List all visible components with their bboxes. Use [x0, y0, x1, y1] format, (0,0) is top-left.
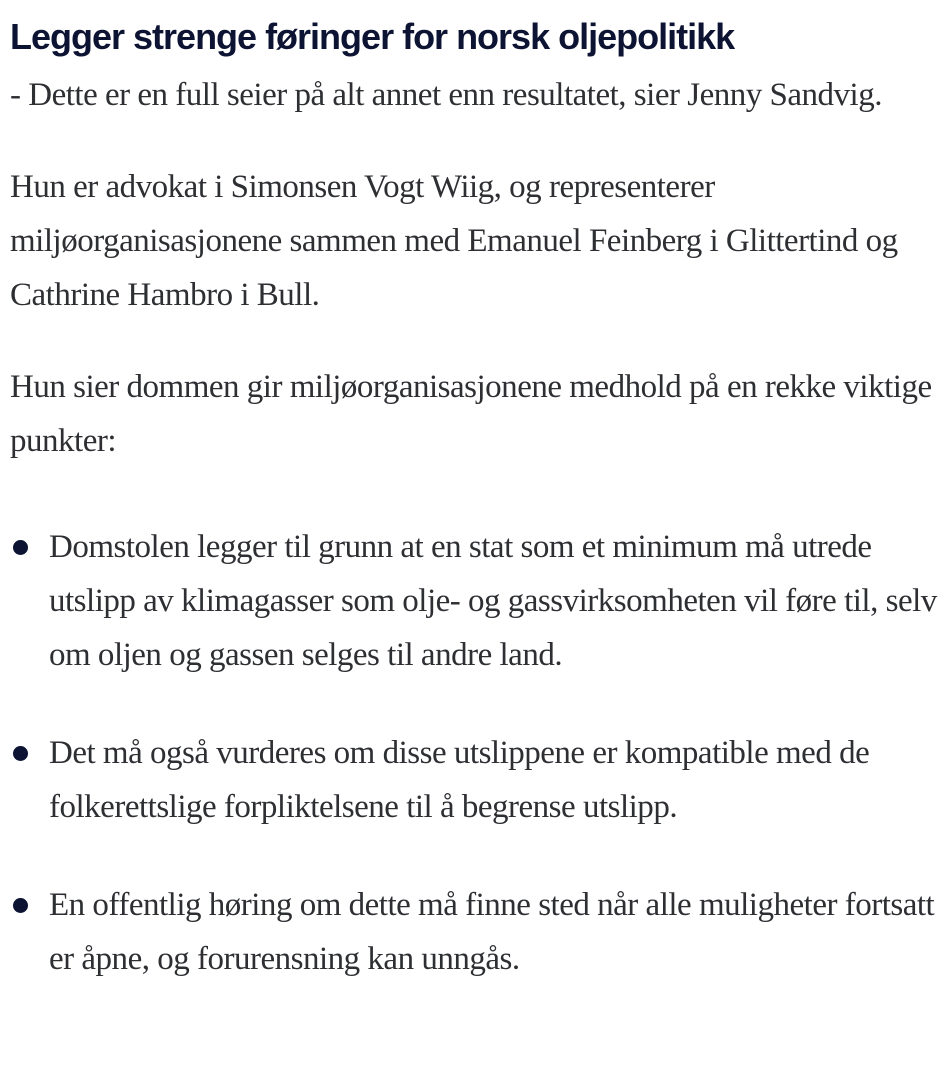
list-item	[10, 726, 946, 834]
article-bullet-list	[10, 520, 946, 986]
bullet-icon	[13, 746, 28, 761]
list-item-text: Det må også vurderes om disse utslippene er kompatible med de folkerettslige forpliktelsene til å begrense utslipp.	[49, 735, 870, 825]
article-subheading: Legger strenge føringer for norsk oljepolitikk	[10, 16, 735, 57]
list-item	[10, 520, 946, 682]
article-paragraph: Hun sier dommen gir miljøorganisasjonene medhold på en rekke viktige punkter:	[10, 369, 932, 459]
bullet-icon	[13, 540, 28, 555]
bullet-icon	[13, 898, 28, 913]
list-item	[10, 878, 946, 986]
article-paragraph: Hun er advokat i Simonsen Vogt Wiig, og representerer miljøorganisasjonene sammen med Emanuel Feinberg i Glittertind og Cathrine Hambro i Bull.	[10, 169, 898, 313]
list-item-text: En offentlig høring om dette må finne sted når alle muligheter fortsatt er åpne, og forurensning kan unngås.	[49, 887, 935, 977]
article-paragraph-quote: - Dette er en full seier på alt annet enn resultatet, sier Jenny Sandvig.	[10, 77, 882, 113]
list-item-text: Domstolen legger til grunn at en stat som et minimum må utrede utslipp av klimagasser som olje- og gassvirksomheten vil føre til, selv om oljen og gassen selges til andre land.	[49, 529, 937, 673]
